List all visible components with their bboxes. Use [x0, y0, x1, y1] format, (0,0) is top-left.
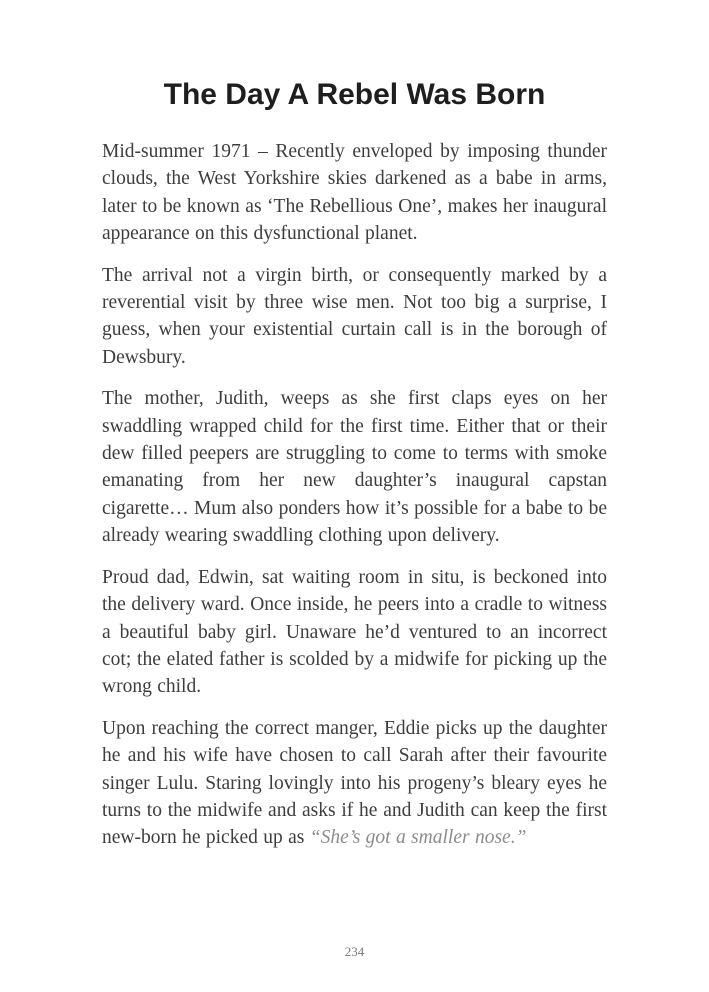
- page-number: 234: [344, 944, 365, 959]
- paragraph-correct-manger: [102, 715, 607, 852]
- paragraph-birth-intro: Mid-summer 1971 – Recently enveloped by imposing thunder clouds, the West Yorkshire skies darkened as a babe in arms, later to be known as ‘The Rebellious One’, makes her inaugural appearance on this dysfunctional planet.: [102, 141, 607, 245]
- paragraph-mother-judith: The mother, Judith, weeps as she first claps eyes on her swaddling wrapped child for the first time. Either that or their dew filled peepers are struggling to come to terms with smoke emanating from her new daughter’s inaugural capstan cigarette… Mum also ponders how it’s possible for a babe to be already wearing swaddling clothing upon delivery.: [102, 388, 607, 547]
- paragraph-correct-manger-text: Upon reaching the correct manger, Eddie picks up the daughter he and his wife have chosen to call Sarah after their favourite singer Lulu. Staring lovingly into his progeny’s bleary eyes he turns to the midwife and asks if he and Judith can keep the first new-born he picked up as: [102, 717, 607, 849]
- page-title: The Day A Rebel Was Born: [163, 78, 546, 111]
- page-content: [102, 0, 607, 852]
- smaller-nose-quote: “She’s got a smaller nose.”: [309, 827, 527, 849]
- paragraph-arrival: The arrival not a virgin birth, or consequently marked by a reverential visit by three wise men. Not too big a surprise, I guess, when your existential curtain call is in the borough of Dewsbury.: [102, 264, 607, 368]
- paragraph-proud-dad: Proud dad, Edwin, sat waiting room in situ, is beckoned into the delivery ward. Once inside, he peers into a cradle to witness a beautiful baby girl. Unaware he’d ventured to an incorrect cot; the elated father is scolded by a midwife for picking up the wrong child.: [102, 566, 607, 698]
